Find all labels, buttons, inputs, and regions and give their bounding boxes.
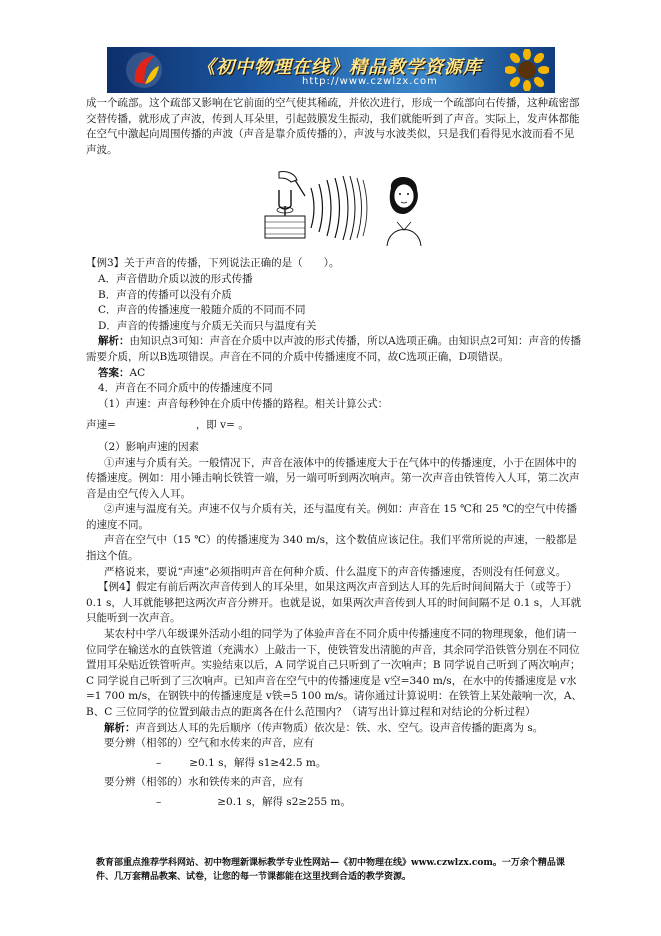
footer-note: 教育部重点推荐学科网站、初中物理新课标教学专业性网站—《初中物理在线》www.czwlzx.com。一万余个精品课件、几万套精品教案、试卷，让您的每一节课都能在这里找到合适的教学资源。 (96, 858, 565, 882)
example4-analysis: 声音到达人耳的先后顺序（传声物质）依次是：铁、水、空气。设声音传播的距离为 s。 (135, 721, 544, 734)
section4-strict-note: 严格说来，要说“声速”必须指明声音在何种介质、什么温度下的声音传播速度，否则没有任何意义。 (104, 565, 567, 578)
example3-analysis: 由知识点3可知：声音在介质中以声波的形式传播，所以A选项正确。由知识点2可知：声音的传播需要介质，所以B选项错误。声音在不同的介质中传播速度不同，故C选项正确，D项错误。 (86, 335, 581, 363)
tuning-fork-and-listener-icon (261, 166, 431, 250)
formula-left: 声速= (86, 419, 116, 432)
example4-step1: 要分辨（相邻的）空气和水传来的声音，应有 (104, 737, 314, 750)
example4-calc2: ≥0.1 s，解得 s2≥255 m。 (217, 795, 352, 808)
example3-answer: AC (129, 366, 146, 379)
site-logo-icon (125, 50, 163, 90)
example3-analysis-label: 解析： (98, 335, 130, 348)
example4-calc1: ≥0.1 s，解得 s1≥42.5 m。 (189, 756, 327, 769)
fraction-bar: – (156, 756, 162, 769)
section4-speed-note: 声音在空气中（15 ℃）的传播速度为 340 m/s，这个数值应该记住。我们平常所说的声速，一般都是指这个值。 (86, 534, 578, 563)
example3-option-b: B．声音的传播可以没有介质 (98, 288, 232, 301)
sound-wave-figure (86, 166, 582, 250)
example4-analysis-label: 解析： (104, 721, 136, 734)
example4-intro: 【例4】假定有前后两次声音传到人的耳朵里，如果这两次声音到达人耳的先后时间间隔大于（或等于）0.1 s，人耳就能够把这两次声音分辨开。也就是说，如果两次声音传到人耳的时间间隔不足 0.1 s，人耳就只能听到一次声音。 (86, 581, 582, 625)
example3-option-d: D．声音的传播速度与介质无关而只与温度有关 (98, 319, 317, 332)
banner-title: 《初中物理在线》精品教学资源库 (197, 57, 482, 78)
section4-sub1: （1）声速：声音每秒钟在介质中传播的路程。相关计算公式： (98, 397, 389, 410)
example3-question: 【例3】关于声音的传播，下列说法正确的是（ ）。 (86, 257, 340, 270)
example4-problem: 某农村中学八年级课外活动小组的同学为了体验声音在不同介质中传播速度不同的物理现象，他们请一位同学在输送水的直铁管道（充满水）上敲击一下，使铁管发出清脆的声音，其余同学沿铁管分别在不同位置用耳朵贴近铁管听声。实验结束以后，A 同学说自己只听到了一次响声；B 同学说自己听到了两次响声；C 同学说自己听到了三次响声。已知声音在空气中的传播速度是 v空=340 m/s，在水中的传播速度是 v水=1 700 m/s，在钢铁中的传播速度是 v铁=5 100 m/s。请你通过计算说明：在铁管上某处敲响一次，A、B、C 三位同学的位置到敲击点的距离各在什么范围内？（请写出计算过程和对结论的分析过程） (86, 628, 583, 718)
section4-factor1: ①声速与介质有关。一般情况下，声音在液体中的传播速度大于在气体中的传播速度，小于在固体中的传播速度。例如：用小锤击响长铁管一端，另一端可听到两次响声。第一次声音由铁管传入人耳，第二次声音是由空气传入人耳。 (86, 456, 580, 500)
example4-step2: 要分辨（相邻的）水和铁传来的声音，应有 (104, 776, 304, 789)
sunflower-icon (505, 49, 549, 91)
fraction-bar: – (156, 795, 162, 808)
document-body (86, 96, 582, 811)
example3-answer-label: 答案： (98, 366, 130, 379)
section4-factor2: ②声速与温度有关。声速不仅与介质有关，还与温度有关。例如：声音在 15 ℃和 25 ℃的空气中传播的速度不同。 (86, 503, 578, 531)
intro-paragraph: 成一个疏部。这个疏部又影响在它前面的空气使其稀疏，并依次进行，形成一个疏部向右传播，这种疏密部交替传播，就形成了声波，传到人耳朵里，引起鼓膜发生振动，我们就能听到了声音。实际上，发声体都能在空气中激起向周围传播的声波（声音是靠介质传播的），声波与水波类似，只是我们看得见水波而看不见声波。 (86, 97, 580, 156)
example3-option-c: C．声音的传播速度一般随介质的不同而不同 (98, 304, 306, 317)
example3-option-a: A．声音借助介质以波的形式传播 (98, 272, 253, 285)
formula-right: ，即 v= 。 (195, 419, 249, 432)
section4-sub2: （2）影响声速的因素 (98, 440, 200, 453)
section4-title: 4．声音在不同介质中的传播速度不同 (98, 382, 273, 395)
header-banner (107, 47, 555, 93)
banner-url: http://www.czwlzx.com (302, 76, 438, 87)
